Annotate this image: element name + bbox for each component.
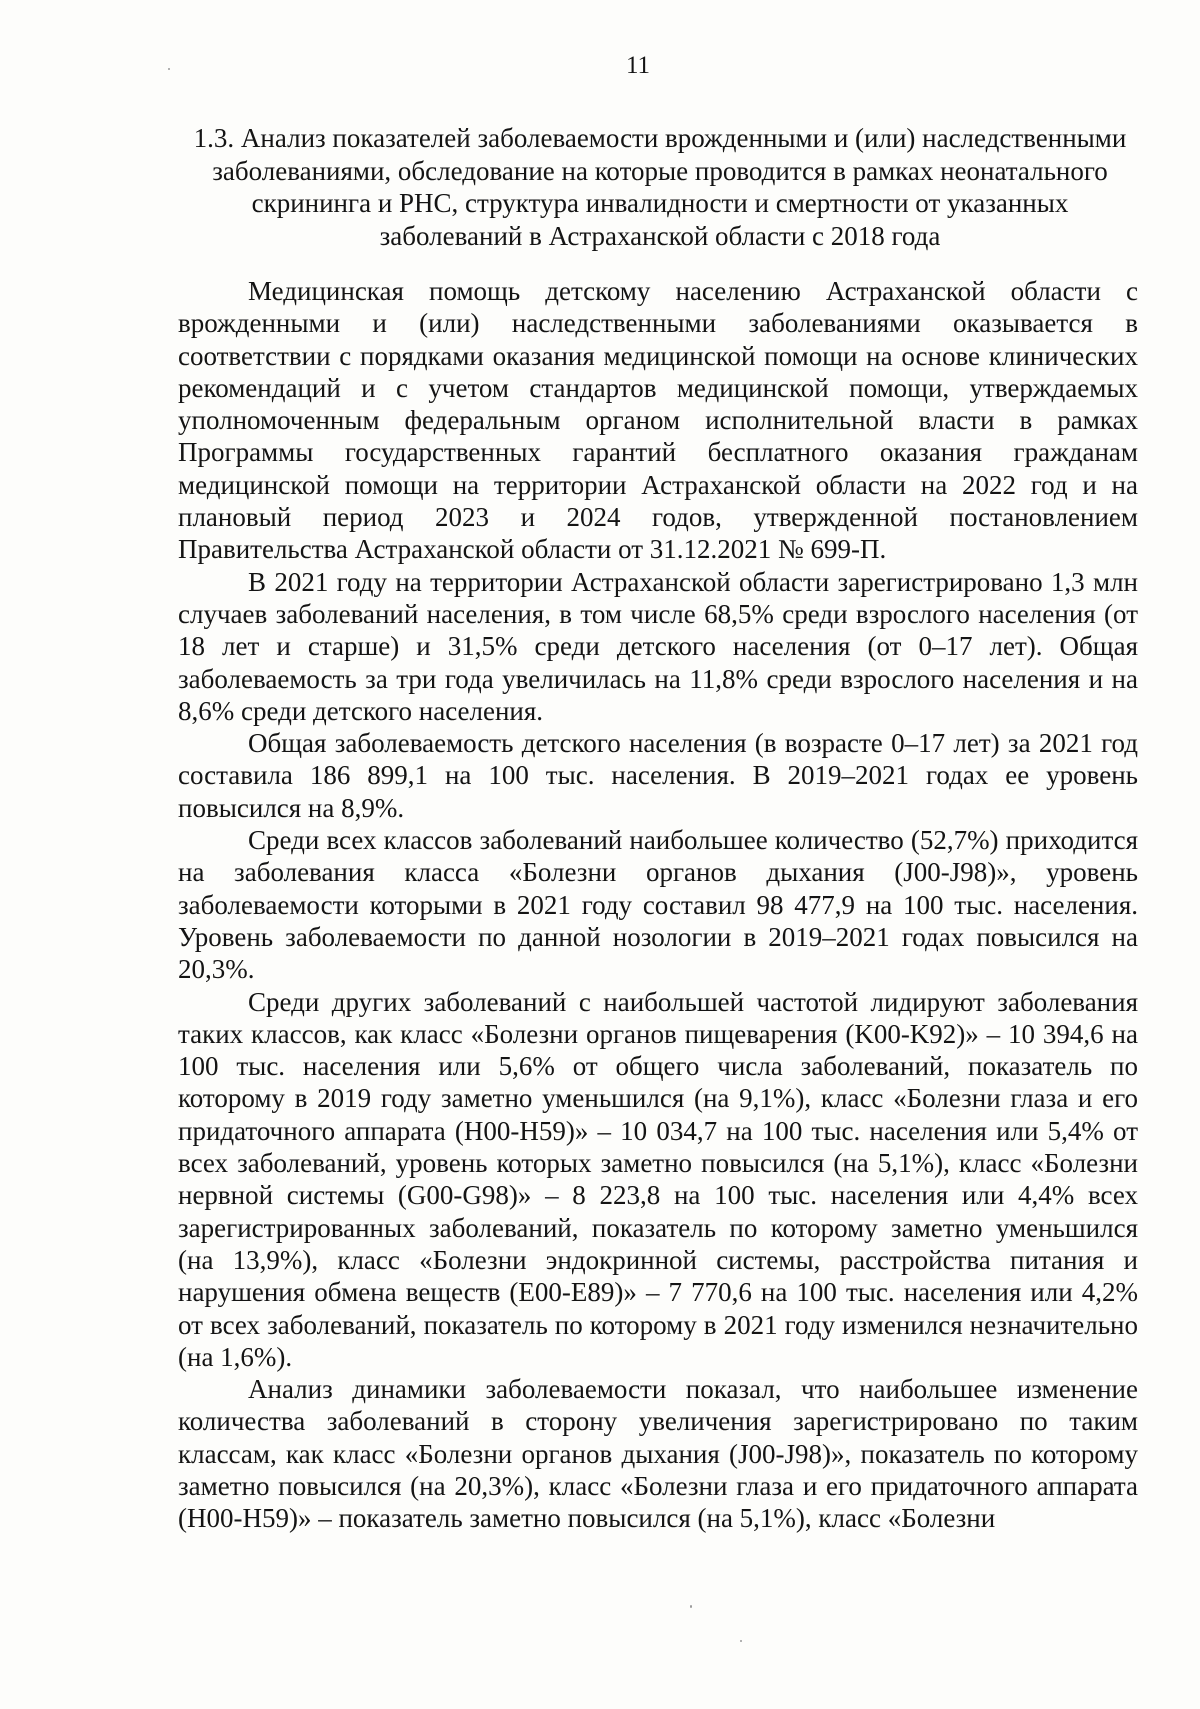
page-number: 11 bbox=[625, 52, 651, 79]
paragraph-2021-cases: В 2021 году на территории Астраханской области зарегистрировано 1,3 млн случаев заболеваний населения, в том числе 68,5% среди взрослого населения (от 18 лет и старше) и 31,5% среди детского населения (от 0–17 лет). Общая заболеваемость за три года увеличилась на 11,8% среди взрослого населения и на 8,6% среди детского населения. bbox=[178, 566, 1138, 726]
body-text bbox=[178, 275, 1138, 1535]
paragraph-dynamics-analysis: Анализ динамики заболеваемости показал, что наибольшее изменение количества заболеваний в сторону увеличения зарегистрировано по таким классам, как класс «Болезни органов дыхания (J00-J98)», показатель по которому заметно повысился (на 20,3%), класс «Болезни глаза и его придаточного аппарата (H00-H59)» – показатель заметно повысился (на 5,1%), класс «Болезни bbox=[178, 1374, 1138, 1534]
section-title: 1.3. Анализ показателей заболеваемости врожденными и (или) наследственными заболеваниями, обследование на которые проводится в рамках неонатального скрининга и РНС, структура инвалидности и смертности от указанных заболеваний в Астраханской области с 2018 года bbox=[193, 123, 1127, 251]
scan-speck bbox=[168, 68, 170, 70]
paragraph-other-diseases: Среди других заболеваний с наибольшей частотой лидируют заболевания таких классов, как класс «Болезни органов пищеварения (K00-K92)» – 10 394,6 на 100 тыс. населения или 5,6% от общего числа заболеваний, показатель по которому в 2019 году заметно уменьшился (на 9,1%), класс «Болезни глаза и его придаточного аппарата (H00-H59)» – 10 034,7 на 100 тыс. населения или 5,4% от всех заболеваний, уровень которых заметно повысился (на 5,1%), класс «Болезни нервной системы (G00-G98)» – 8 223,8 на 100 тыс. населения или 4,4% всех зарегистрированных заболеваний, показатель по которому заметно уменьшился (на 13,9%), класс «Болезни эндокринной системы, расстройства питания и нарушения обмена веществ (E00-E89)» – 7 770,6 на 100 тыс. населения или 4,2% от всех заболеваний, показатель по которому в 2021 году изменился незначительно (на 1,6%). bbox=[178, 986, 1138, 1372]
paragraph-child-morbidity: Общая заболеваемость детского населения (в возрасте 0–17 лет) за 2021 год составила 186 899,1 на 100 тыс. населения. В 2019–2021 годах ее уровень повысился на 8,9%. bbox=[178, 728, 1138, 823]
paragraph-medical-care: Медицинская помощь детскому населению Астраханской области с врожденными и (или) наследственными заболеваниями оказывается в соответствии с порядками оказания медицинской помощи на основе клинических рекомендаций и с учетом стандартов медицинской помощи, утверждаемых уполномоченным федеральным органом исполнительной власти в рамках Программы государственных гарантий бесплатного оказания гражданам медицинской помощи на территории Астраханской области на 2022 год и на плановый период 2023 и 2024 годов, утвержденной постановлением Правительства Астраханской области от 31.12.2021 № 699-П. bbox=[178, 276, 1138, 565]
paragraph-respiratory-diseases: Среди всех классов заболеваний наибольшее количество (52,7%) приходится на заболевания класса «Болезни органов дыхания (J00-J98)», уровень заболеваемости которыми в 2021 году составил 98 477,9 на 100 тыс. населения. Уровень заболеваемости по данной нозологии в 2019–2021 годах повысился на 20,3%. bbox=[178, 825, 1138, 985]
scan-speck bbox=[740, 1640, 742, 1642]
scan-speck bbox=[690, 1605, 692, 1608]
